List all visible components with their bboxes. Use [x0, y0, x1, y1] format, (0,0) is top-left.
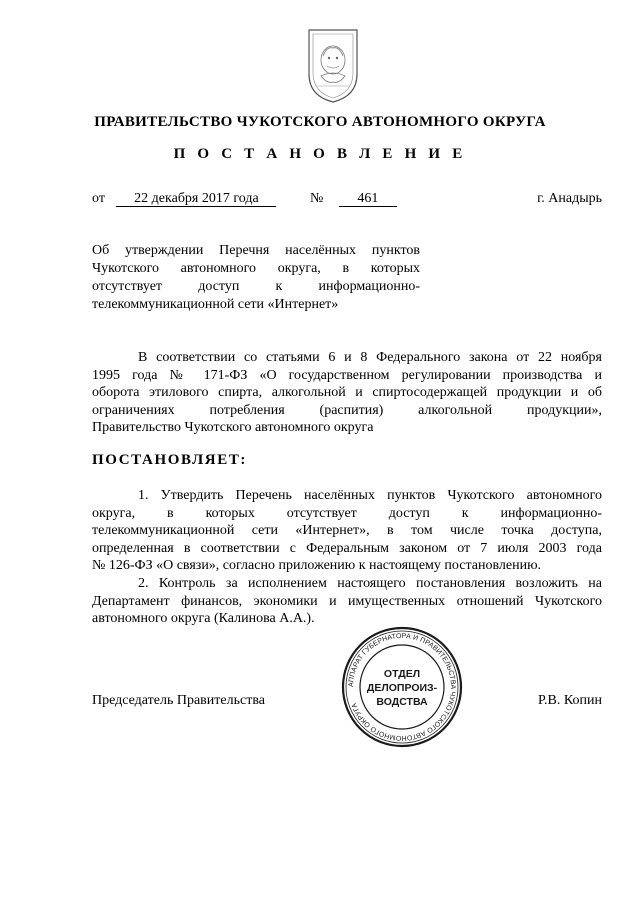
signatory-position: Председатель Правительства — [92, 693, 265, 708]
coat-of-arms-emblem — [305, 26, 361, 106]
document-date-row — [92, 191, 276, 207]
document-city: г. Анадырь — [537, 191, 602, 206]
paragraph-line: округа, в которых отсутствует доступ к информационно- — [92, 505, 602, 521]
paragraph-line: определенная в соответствии с Федеральным законом от 7 июля 2003 года — [92, 540, 602, 556]
paragraph-line: 2. Контроль за исполнением настоящего постановления возложить на — [138, 576, 602, 591]
paragraph-line: оборота этилового спирта, алкогольной и спиртосодержащей продукции и об — [92, 385, 602, 400]
resolution-item-2 — [92, 575, 602, 628]
stamp-center-line: ДЕЛОПРОИЗ- — [366, 682, 438, 694]
date-prefix-label: от — [92, 191, 105, 206]
subject-line: Чукотского автономного округа, в которых — [92, 261, 420, 276]
subject-line: Об утверждении Перечня населённых пунктов — [92, 243, 420, 258]
resolve-heading: ПОСТАНОВЛЯЕТ: — [92, 452, 248, 468]
paragraph-line: ограничениях потребления (распития) алкогольной продукции», — [92, 402, 602, 418]
subject-line: телекоммуникационной сети «Интернет» — [92, 297, 339, 312]
paragraph-line: Департамент финансов, экономики и имущественных отношений Чукотского — [92, 593, 602, 609]
stamp-ring-text: АППАРАТ ГУБЕРНАТОРА И ПРАВИТЕЛЬСТВА ЧУКОТСКОГО АВТОНОМНОГО ОКРУГА — [347, 632, 457, 742]
paragraph-line: 1. Утвердить Перечень населённых пунктов Чукотского автономного — [138, 488, 602, 503]
paragraph-line: 1995 года № 171-ФЗ «О государственном регулировании производства и — [92, 367, 602, 383]
paragraph-line: № 126-ФЗ «О связи», согласно приложению к настоящему постановлению. — [92, 558, 542, 573]
stamp-center-line: ВОДСТВА — [376, 696, 428, 708]
signatory-name: Р.В. Копин — [538, 693, 602, 708]
paragraph-line: телекоммуникационной сети «Интернет», в том числе точка доступа, — [92, 523, 602, 538]
document-subject — [92, 242, 420, 314]
paragraph-line: автономного округа (Калинова А.А.). — [92, 611, 315, 626]
organization-title: ПРАВИТЕЛЬСТВО ЧУКОТСКОГО АВТОНОМНОГО ОКРУГА — [94, 114, 546, 130]
document-date: 22 декабря 2017 года — [116, 192, 276, 207]
subject-line: отсутствует доступ к информационно- — [92, 279, 420, 294]
stamp-center-line: ОТДЕЛ — [383, 668, 421, 680]
official-stamp — [340, 625, 464, 749]
document-type-heading: П О С Т А Н О В Л Е Н И Е — [173, 146, 467, 162]
resolution-item-1 — [92, 487, 602, 575]
paragraph-line: Правительство Чукотского автономного округа — [92, 420, 374, 435]
document-number: 461 — [339, 192, 397, 207]
number-sign-label: № — [310, 191, 324, 206]
document-number-row — [310, 191, 397, 207]
legal-basis-paragraph — [92, 349, 602, 437]
paragraph-line: В соответствии со статьями 6 и 8 Федерального закона от 22 ноября — [138, 350, 602, 365]
